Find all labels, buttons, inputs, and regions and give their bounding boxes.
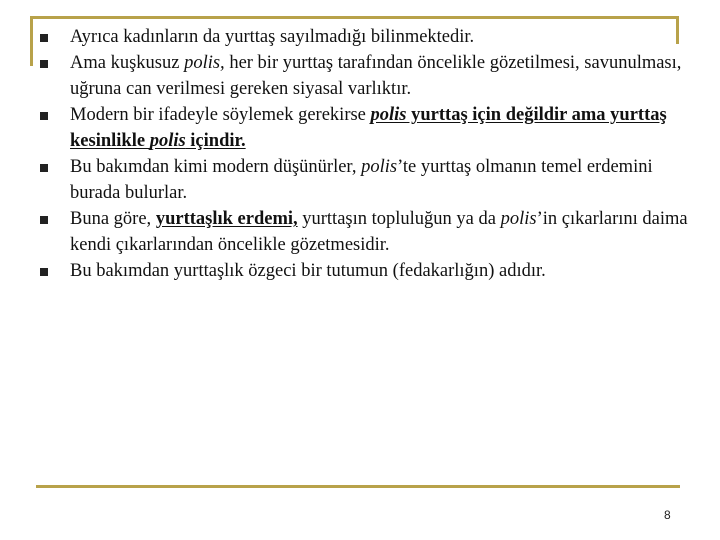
emphasis-polis: polis xyxy=(361,157,398,177)
left-border-line xyxy=(30,16,33,66)
bullet-text-before: Ama kuşkusuz xyxy=(70,53,185,73)
list-item xyxy=(40,154,690,206)
bullet-list xyxy=(40,24,690,284)
bullet-text-middle: yurttaşın topluluğun ya da xyxy=(297,209,501,229)
square-bullet-icon xyxy=(40,268,48,276)
statement-middle: yurttaş için değildir ama yurttaş kesinlikle xyxy=(70,105,667,151)
square-bullet-icon xyxy=(40,112,48,120)
bullet-text-before: Modern bir ifadeyle söylemek gerekirse xyxy=(70,105,371,125)
bullet-text-after: ’in çıkarlarını daima kendi çıkarlarından öncelikle gözetmesidir. xyxy=(70,209,688,255)
bullet-text-after: her bir yurttaş tarafından öncelikle gözetilmesi, savunulması, uğruna can verilmesi gereken siyasal varlıktır. xyxy=(70,53,682,99)
statement-end: içindir. xyxy=(185,131,246,151)
list-item xyxy=(40,206,690,258)
square-bullet-icon xyxy=(40,164,48,172)
bullet-text: Ayrıca kadınların da yurttaş sayılmadığı bilinmektedir. xyxy=(70,27,475,47)
page-number: 8 xyxy=(664,508,671,522)
emphasis-polis: polis xyxy=(370,105,407,125)
square-bullet-icon xyxy=(40,216,48,224)
list-item xyxy=(40,24,690,50)
square-bullet-icon xyxy=(40,34,48,42)
underlined-term: yurttaşlık erdemi, xyxy=(155,209,298,229)
top-border-line xyxy=(30,16,676,19)
bullet-text-before: Bu bakımdan kimi modern düşünürler, xyxy=(70,157,362,177)
emphasis-polis: polis xyxy=(500,209,537,229)
list-item xyxy=(40,258,690,284)
emphasis-polis: polis, xyxy=(184,53,225,73)
bottom-border-line xyxy=(36,485,680,488)
bullet-text-after: ’te yurttaş olmanın temel erdemini burada bulurlar. xyxy=(70,157,653,203)
square-bullet-icon xyxy=(40,60,48,68)
list-item xyxy=(40,50,690,102)
emphasis-polis: polis xyxy=(149,131,186,151)
bullet-text-before: Buna göre, xyxy=(70,209,156,229)
list-item xyxy=(40,102,690,154)
bullet-text: Bu bakımdan yurttaşlık özgeci bir tutumun (fedakarlığın) adıdır. xyxy=(70,261,546,281)
